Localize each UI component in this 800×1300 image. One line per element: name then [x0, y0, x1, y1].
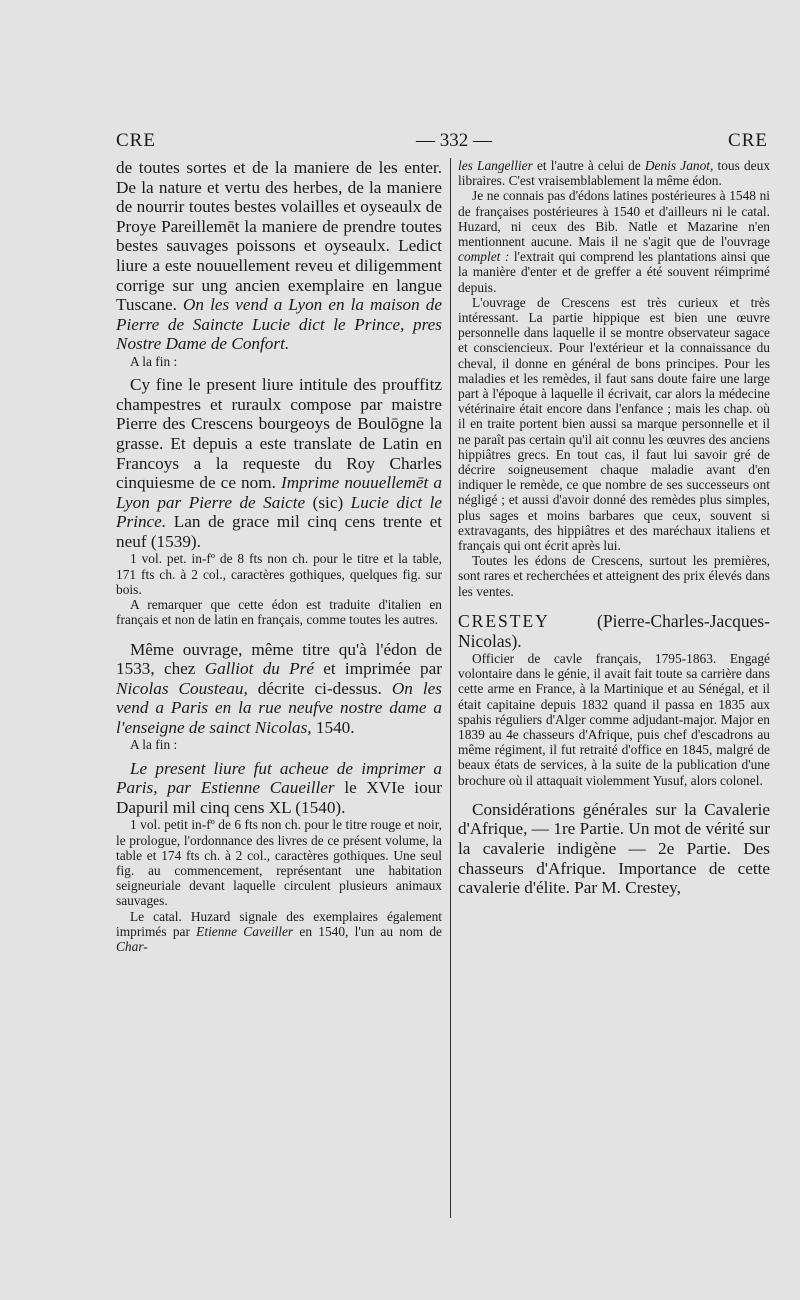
text: Lan de grace mil cinq cens trente et neuf (1539). — [116, 512, 442, 551]
text: en 1540, l'un au nom de — [299, 923, 442, 939]
italic-text: Lucie dict le Prince. — [116, 492, 442, 532]
italic-text: Etienne Caveiller — [196, 923, 294, 939]
paragraph — [116, 158, 442, 354]
paragraph — [116, 640, 442, 738]
text: le XVIe iour Dapuril mil cinq cens XL (1540). — [116, 778, 442, 817]
paragraph: 1 vol. petit in-fº de 6 fts non ch. pour le titre rouge et noir, le prologue, l'ordonnance des livres de ce présent volume, la table et 174 fts ch. à 2 col., caractères gothiques. Une seul fig. au commencement, représentant une habitation seigneuriale devant laquelle circulent plusieurs animaux sauvages. — [116, 817, 442, 909]
page-number: — 332 — — [416, 130, 492, 151]
text: Cy fine le present liure intitule des prouffitz champestres et ruraulx compose par maistre Pierre des Crescens bourgeoys de Boulōgne la grasse. Et depuis a este translate de Latin en Francoys a la requeste du Roy Charles cinquiesme de ce nom. — [116, 375, 442, 493]
work-title: Considérations générales sur la Cavalerie d'Afrique, — 1re Partie. Un mot de vérité sur la cavalerie indigène — 2e Partie. Des chasseurs d'Afrique. Importance de cette cavalerie d'élite. Par M. Crestey, — [458, 799, 770, 898]
running-header — [116, 130, 768, 156]
text: et l'autre à celui de — [536, 158, 641, 173]
text: tous deux libraires. C'est vraisemblablement la même édon. — [458, 158, 770, 189]
paragraph — [116, 375, 442, 551]
text: décrite ci-dessus. — [257, 678, 382, 698]
left-column — [116, 158, 442, 1218]
text: 1540. — [315, 717, 355, 737]
column-divider — [450, 158, 451, 1218]
paragraph: L'ouvrage de Crescens est très curieux et très intéressant. La partie hippique est bien une œuvre personnelle dans laquelle il se montre observateur sagace et consciencieux. Pour l'extérieur et la connaissance du cheval, il donne en général de bons principes. Pour les maladies et les remèdes, il faut sans doute faire une large part à l'époque à laquelle il écrivait, car alors la médecine vétérinaire était encore dans l'enfance ; mais les chap. où il en traite portent bien aussi sa marque personnelle et il ne paraît pas certain qu'il ait connu les œuvres des anciens hippiâtres grecs. En tout cas, il faut lui savoir gré de décrire soigneusement chaque maladie avant d'en indiquer le remède, ce que nombre de ses successeurs ont négligé ; et aussi d'avoir donné des remèdes plus simples, plus sages et moins barbares que ceux, souvent si extravagants, des hippiâtres et des maréchaux italiens et français qui ont écrit après lui. — [458, 294, 770, 554]
header-left-word: CRE — [116, 130, 156, 151]
entry-heading — [458, 611, 770, 651]
italic-text: On les vend a Paris en la rue neufve nostre dame a l'enseigne de sainct Nicolas, — [116, 678, 442, 737]
right-column — [458, 158, 770, 1218]
text: Le catal. Huzard signale des exemplaires également imprimés par — [116, 908, 442, 939]
text: (sic) — [312, 492, 344, 512]
paragraph — [116, 759, 442, 818]
italic-text: Char- — [116, 939, 148, 955]
text: l'extrait qui comprend les plantations ainsi que la manière d'enter et de greffer a été souvent réimprimé depuis. — [458, 249, 770, 295]
italic-text: Imprime nouuellemēt a Lyon par Pierre de Saicte — [116, 473, 442, 512]
italic-text: Nicolas Cousteau, — [116, 678, 248, 698]
a-la-fin-label: A la fin : — [130, 737, 178, 753]
paragraph: Toutes les édons de Crescens, surtout les premières, sont rares et recherchées et atteignent des prix élevés dans les ventes. — [458, 553, 770, 599]
header-right-word: CRE — [728, 130, 768, 151]
text: de toutes sortes et de la maniere de les enter. De la nature et vertu des herbes, de la maniere de nourrir toutes bestes volailles et oyseaulx de Proye Pareillemēt la maniere de prendre toutes bestes sauvages poissons et oyseaulx. Ledict liure a este nouuellement reveu et diligemment corrige sur ung ancien exemplaire en langue Tuscane. — [116, 158, 442, 315]
text: et imprimée par — [323, 659, 442, 679]
a-la-fin-label: A la fin : — [130, 353, 178, 369]
text: Même ouvrage, même titre qu'à l'édon de 1533, chez — [116, 639, 442, 679]
italic-text: complet : — [458, 249, 510, 265]
italic-text: Galliot du Pré — [204, 659, 314, 679]
paragraph: A remarquer que cette édon est traduite d'italien en français et non de latin en français, comme toutes les autres. — [116, 597, 442, 628]
paragraph: Officier de cavle français, 1795-1863. Engagé volontaire dans le génie, il avait fait toute sa carrière dans cette arme en France, à la Martinique et au Sénégal, et il était capitaine depuis 1832 quand il passa en 1835 aux spahis réguliers d'Alger comme adjudant-major. Major en 1839 au 4e chasseurs d'Afrique, puis chef d'escadrons au même régiment, il fut retraité d'office en 1845, malgré de beaux états de services, à la suite de la publication d'une brochure où il attaquait violemment Yusuf, alors colonel. — [458, 650, 770, 788]
italic-text: On les vend a Lyon en la maison de Pierre de Saincte Lucie dict le Prince, pres Nostre Dame de Confort. — [116, 295, 442, 354]
text: Je ne connais pas d'édons latines postérieures à 1548 ni de françaises postérieures à 1540 et d'ailleurs ni le catal. Huzard, ni ceux des Bib. Natle et Mazarine n'en mentionnent aucune. Mais il ne s'agit que de l'ouvrage — [458, 188, 770, 250]
paragraph — [116, 909, 442, 955]
paragraph: 1 vol. pet. in-fº de 8 fts non ch. pour le titre et la table, 171 fts ch. à 2 col., caractères gothiques, quelques fig. sur bois. — [116, 551, 442, 597]
italic-text: les Langellier — [458, 158, 533, 173]
entry-forenames: (Pierre-Charles-Jacques-Nicolas). — [458, 610, 770, 651]
italic-text: Le present liure fut acheue de imprimer a Paris, par Estienne Caueiller — [116, 758, 442, 798]
italic-text: Denis Janot, — [644, 158, 714, 173]
entry-name: CRESTEY — [458, 610, 550, 631]
paragraph — [458, 188, 770, 294]
paragraph — [458, 158, 770, 188]
